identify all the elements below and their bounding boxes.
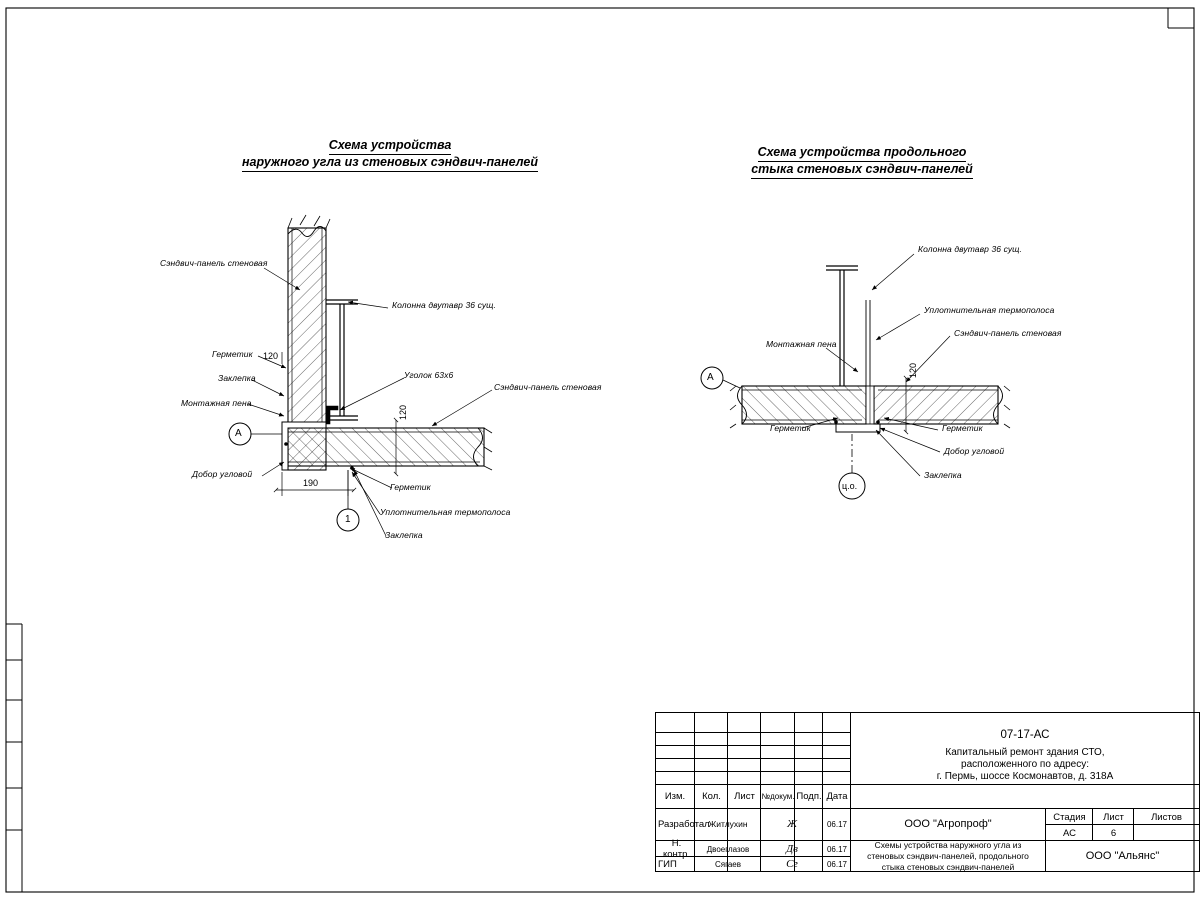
node-bubble-1: 1 [345, 514, 351, 525]
axis-bubble: ц.о. [842, 481, 858, 491]
row-sign-2: Сг [786, 858, 798, 870]
label-angle-63x6: Уголок 63х6 [404, 370, 454, 380]
label-corner-flashing: Добор угловой [192, 469, 253, 479]
label-sealant-left-right: Герметик [770, 423, 811, 433]
sheet-name-line-3: стыка стеновых сэндвич-панелей [881, 862, 1015, 872]
title-block [655, 712, 1200, 872]
row-name-1: Двоеглазов [706, 844, 750, 854]
label-sealant-upper: Герметик [212, 349, 253, 359]
joint-node-title [740, 145, 984, 179]
object-line-1: Капитальный ремонт здания СТО, [945, 747, 1105, 758]
label-rivet-upper: Заклепка [218, 373, 256, 383]
label-rivet-lower: Заклепка [385, 530, 423, 540]
label-mounting-foam-right: Монтажная пена [766, 339, 837, 349]
node-bubble-a-right: А [707, 372, 714, 383]
label-rivet-right: Заклепка [924, 470, 962, 480]
builder-org: ООО "Альянс" [1085, 850, 1160, 862]
col-header-data: Дата [826, 791, 848, 802]
row-role-2: ГИП [658, 859, 677, 870]
col-header-podp: Подп. [796, 791, 822, 802]
col-header-list: Лист [734, 791, 755, 802]
col-header-izm: Изм. [664, 791, 686, 802]
sheet-value: 6 [1110, 827, 1117, 839]
node-bubble-a-left: А [235, 428, 242, 439]
object-name [851, 746, 1199, 784]
row-name-0: Житлухин [708, 819, 748, 829]
corner-node-title-line2: наружного угла из стеновых сэндвич-панелей [242, 155, 538, 172]
row-name-2: Сягаев [715, 860, 741, 869]
sheets-value [1134, 825, 1199, 841]
joint-node-title-line1: Схема устройства продольного [758, 145, 967, 162]
dim-120-horizontal: 120 [263, 351, 279, 361]
stage-header: Стадия [1053, 811, 1086, 823]
label-sealant-right-right: Герметик [942, 423, 983, 433]
sheet-name-line-1: Схемы устройства наружного угла из [874, 840, 1022, 850]
label-insulation-strip: Уплотнительная термополоса [380, 507, 511, 517]
document-code: 07-17-АС [1000, 728, 1050, 741]
row-sign-0: Ж [786, 818, 798, 830]
corner-node-title [222, 138, 558, 172]
object-line-3: г. Пермь, шоссе Космонавтов, д. 318А [936, 771, 1114, 782]
label-sandwich-panel-wall-right2: Сэндвич-панель стеновая [954, 328, 1062, 338]
label-column-ibeam-36-right: Колонна двутавр 36 сущ. [918, 244, 1022, 254]
dim-120-vertical: 120 [398, 404, 408, 420]
label-sealant-lower: Герметик [390, 482, 431, 492]
sheet-name [851, 841, 1045, 872]
row-role-0: Разработал [658, 819, 710, 830]
joint-node-title-line2: стыка стеновых сэндвич-панелей [751, 162, 973, 179]
sheets-header: Листов [1151, 811, 1182, 823]
corner-node-title-line1: Схема устройства [329, 138, 452, 155]
col-header-kol: Кол. [702, 791, 721, 802]
designer-org: ООО "Агропроф" [904, 818, 992, 830]
label-insulation-strip-right: Уплотнительная термополоса [924, 305, 1055, 315]
row-date-1: 06.17 [826, 844, 848, 854]
label-column-ibeam-36: Колонна двутавр 36 сущ. [392, 300, 496, 310]
row-sign-1: Дв [786, 842, 798, 855]
col-header-ndok: №докум. [761, 792, 795, 801]
sheet-header: Лист [1103, 811, 1124, 823]
row-date-2: 06.17 [826, 860, 848, 869]
dim-190: 190 [303, 478, 319, 488]
stage-value: АС [1063, 827, 1076, 839]
label-mounting-foam: Монтажная пена [181, 398, 252, 408]
object-line-2: расположенного по адресу: [961, 759, 1089, 770]
sheet-name-line-2: стеновых сэндвич-панелей, продольного [867, 851, 1029, 861]
row-date-0: 06.17 [826, 820, 848, 829]
label-sandwich-panel-wall-left: Сэндвич-панель стеновая [160, 258, 268, 268]
label-corner-flashing-right: Добор угловой [944, 446, 1005, 456]
row-role-1: Н. контр. [662, 838, 691, 860]
joint-node-geometry [701, 254, 1010, 499]
label-sandwich-panel-wall-right: Сэндвич-панель стеновая [494, 382, 602, 392]
dim-120-vertical-right: 120 [908, 362, 918, 378]
